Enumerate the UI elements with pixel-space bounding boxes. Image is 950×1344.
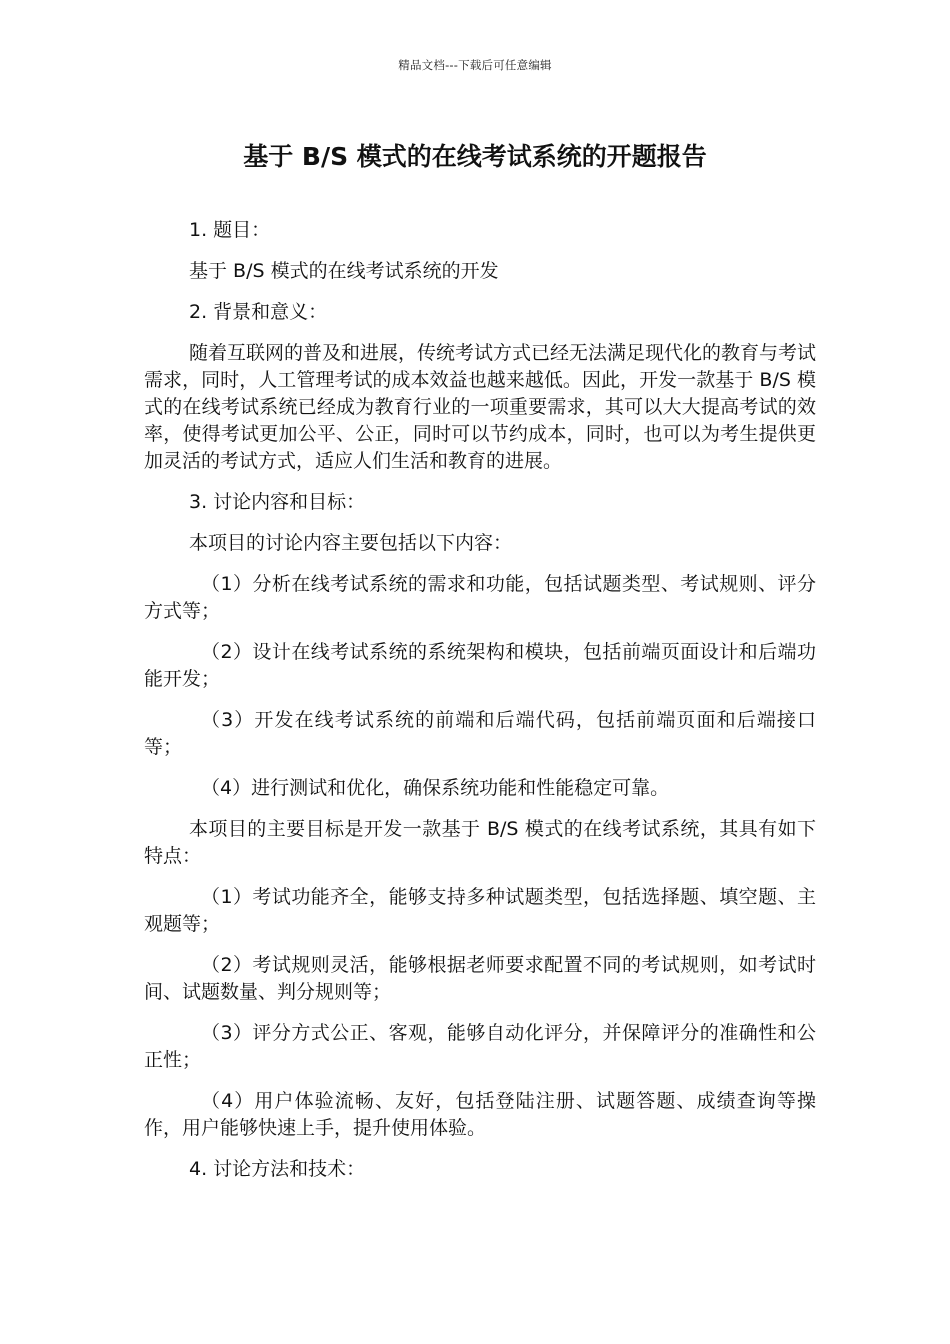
- content-intro-paragraph: 本项目的讨论内容主要包括以下内容：: [189, 532, 513, 554]
- content-list-item: （1）分析在线考试系统的需求和功能，包括试题类型、考试规则、评分方式等；: [144, 573, 816, 622]
- content-list-item: （2）设计在线考试系统的系统架构和模块，包括前端页面设计和后端功能开发；: [144, 641, 816, 690]
- goals-list-item: （4）用户体验流畅、友好，包括登陆注册、试题答题、成绩查询等操作，用户能够快速上手，提升使用体验。: [144, 1090, 816, 1139]
- page-header-watermark: 精品文档---下载后可任意编辑: [398, 58, 552, 72]
- section-heading-background: 2. 背景和意义：: [189, 301, 328, 323]
- document-title: 基于 B/S 模式的在线考试系统的开题报告: [243, 142, 707, 171]
- goals-list-item: （2）考试规则灵活，能够根据老师要求配置不同的考试规则，如考试时间、试题数量、判分规则等；: [144, 954, 816, 1003]
- document-body: [144, 217, 816, 1197]
- goals-intro-paragraph: 本项目的主要目标是开发一款基于 B/S 模式的在线考试系统，其具有如下特点：: [144, 818, 816, 867]
- content-list-item: （4）进行测试和优化，确保系统功能和性能稳定可靠。: [201, 777, 670, 799]
- section-heading-topic: 1. 题目：: [189, 219, 271, 241]
- section-heading-content-goals: 3. 讨论内容和目标：: [189, 491, 366, 513]
- goals-list-item: （3）评分方式公正、客观，能够自动化评分，并保障评分的准确性和公正性；: [144, 1022, 816, 1071]
- section-heading-methods: 4. 讨论方法和技术：: [189, 1158, 366, 1180]
- goals-list-item: （1）考试功能齐全，能够支持多种试题类型，包括选择题、填空题、主观题等；: [144, 886, 816, 935]
- content-list-item: （3）开发在线考试系统的前端和后端代码，包括前端页面和后端接口等；: [144, 709, 816, 758]
- background-paragraph: 随着互联网的普及和进展，传统考试方式已经无法满足现代化的教育与考试需求，同时，人工管理考试的成本效益也越来越低。因此，开发一款基于 B/S 模式的在线考试系统已经成为教育行业的一项重要需求，其可以大大提高考试的效率，使得考试更加公平、公正，同时可以节约成本，同时，也可以为考生提供更加灵活的考试方式，适应人们生活和教育的进展。: [144, 342, 817, 472]
- topic-text: 基于 B/S 模式的在线考试系统的开发: [189, 260, 499, 282]
